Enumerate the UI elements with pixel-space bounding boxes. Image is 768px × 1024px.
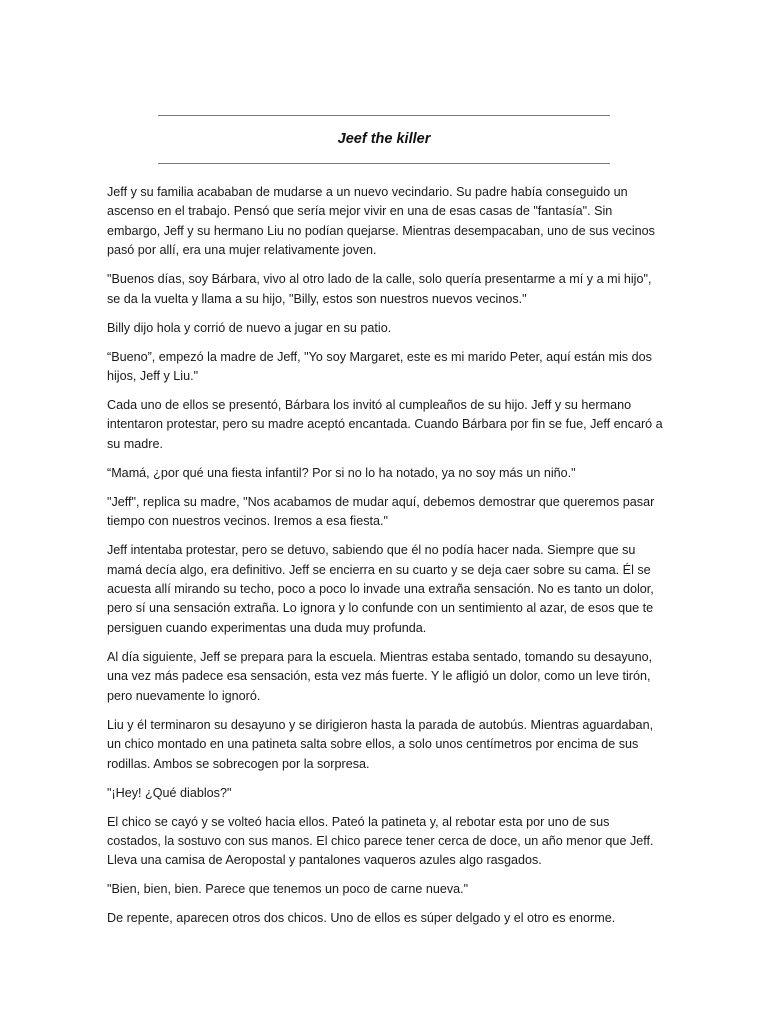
paragraph: "¡Hey! ¿Qué diablos?" <box>107 785 232 800</box>
paragraph: "Bien, bien, bien. Parece que tenemos un poco de carne nueva." <box>107 882 469 897</box>
title-top-rule <box>158 115 610 116</box>
paragraph: “Mamá, ¿por qué una fiesta infantil? Por si no lo ha notado, ya no soy más un niño." <box>107 465 576 480</box>
paragraph: Billy dijo hola y corrió de nuevo a jugar en su patio. <box>107 320 392 335</box>
paragraph: “Bueno”, empezó la madre de Jeff, "Yo soy Margaret, este es mi marido Peter, aquí están mis dos hijos, Jeff y Liu." <box>107 349 652 384</box>
paragraph: Jeff intentaba protestar, pero se detuvo, sabiendo que él no podía hacer nada. Siempre que su mamá decía algo, era definitivo. Jeff se encierra en su cuarto y se deja caer sobre su cama. Él se acuesta allí mirando su techo, poco a poco lo invade una extraña sensación. No es tanto un dolor, pero sí una sensación extraña. Lo ignora y lo confunde con un sentimiento al azar, de esos que te persiguen cuando experimentas una duda muy profunda. <box>107 543 654 635</box>
paragraph: Al día siguiente, Jeff se prepara para la escuela. Mientras estaba sentado, tomando su desayuno, una vez más padece esa sensación, esta vez más fuerte. Y le afligió un dolor, como un leve tirón, pero nuevamente lo ignoró. <box>107 649 653 703</box>
paragraph: Cada uno de ellos se presentó, Bárbara los invitó al cumpleaños de su hijo. Jeff y su hermano intentaron protestar, pero su madre aceptó encantada. Cuando Bárbara por fin se fue, Jeff encaró a su madre. <box>107 398 663 451</box>
document-body <box>107 183 663 938</box>
paragraph: "Buenos días, soy Bárbara, vivo al otro lado de la calle, solo quería presentarme a mí y a mi hijo", se da la vuelta y llama a su hijo, "Billy, estos son nuestros nuevos vecinos." <box>107 272 652 306</box>
title-block <box>158 115 610 165</box>
paragraph: Liu y él terminaron su desayuno y se dirigieron hasta la parada de autobús. Mientras aguardaban, un chico montado en una patineta salta sobre ellos, a solo unos centímetros por encima de sus rodillas. Ambos se sobrecogen por la sorpresa. <box>107 717 654 771</box>
paragraph: Jeff y su familia acababan de mudarse a un nuevo vecindario. Su padre había conseguido un ascenso en el trabajo. Pensó que sería mejor vivir en una de esas casas de "fantasía". Sin embargo, Jeff y su hermano Liu no podían quejarse. Mientras desempacaban, uno de sus vecinos pasó por allí, era una mujer relativamente joven. <box>107 185 655 258</box>
paragraph: El chico se cayó y se volteó hacia ellos. Pateó la patineta y, al rebotar esta por uno de sus costados, la sostuvo con sus manos. El chico parece tener cerca de doce, un año menor que Jeff. Lleva una camisa de Aeropostal y pantalones vaqueros azules algo rasgados. <box>107 814 654 868</box>
paragraph: "Jeff", replica su madre, "Nos acabamos de mudar aquí, debemos demostrar que queremos pasar tiempo con nuestros vecinos. Iremos a esa fiesta." <box>107 494 655 529</box>
document-title: Jeef the killer <box>337 131 431 147</box>
title-bottom-rule <box>158 163 610 164</box>
paragraph: De repente, aparecen otros dos chicos. Uno de ellos es súper delgado y el otro es enorme. <box>107 911 616 926</box>
